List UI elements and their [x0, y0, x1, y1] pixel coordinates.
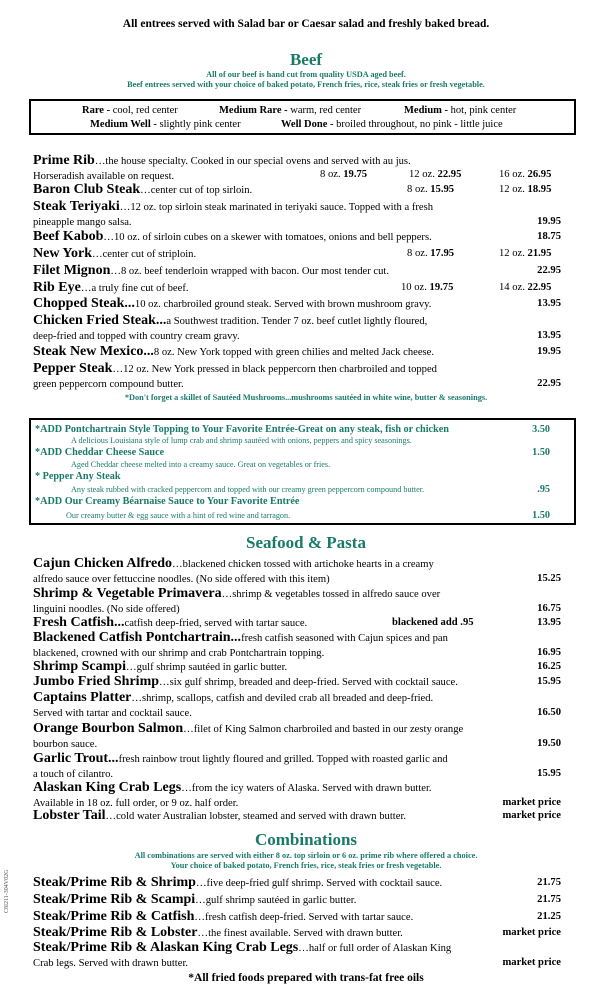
- doneness-medium: Medium - hot, pink center: [404, 105, 517, 116]
- addon-desc: Aged Cheddar cheese melted into a creamy sauce. Great on vegetables or fries.: [71, 460, 331, 469]
- menu-item: New York…center cut of striploin. 8 oz. 17.95 12 oz. 21.95: [33, 246, 552, 261]
- menu-item: Cajun Chicken Alfredo…blackened chicken tossed with artichoke hearts in a creamy alfredo sauce over fettuccine noodles. (No side offered with this item) 15.25: [33, 556, 561, 585]
- menu-item: Chopped Steak...10 oz. charbroiled ground steak. Served with brown mushroom gravy. 13.95: [33, 296, 561, 311]
- addon-title: * Pepper Any Steak: [35, 471, 121, 482]
- addon-price: .95: [537, 484, 550, 495]
- seafood-title: Seafood & Pasta: [246, 533, 366, 552]
- addon-price: 1.50: [532, 510, 550, 521]
- menu-item: Jumbo Fried Shrimp…six gulf shrimp, breaded and deep-fried. Served with cocktail sauce. 15.95: [33, 674, 561, 689]
- bottom-note: *All fried foods prepared with trans-fat free oils: [188, 972, 424, 984]
- combos-sub1: All combinations are served with either 8 oz. top sirloin or 6 oz. prime rib where offered a choice.: [134, 851, 478, 860]
- beef-sub1: All of our beef is hand cut from quality USDA aged beef.: [206, 70, 406, 79]
- addon-title: *ADD Our Creamy Béarnaise Sauce to Your Favorite Entrée: [35, 496, 300, 507]
- addon-desc: Any steak rubbed with cracked peppercorn and topped with our creamy green peppercorn compound butter.: [71, 485, 425, 494]
- menu-item: Steak/Prime Rib & Scampi…gulf shrimp sautéed in garlic butter. 21.75: [33, 892, 561, 907]
- beef-sub2: Beef entrees served with your choice of baked potato, French fries, rice, steak fries or fresh vegetable.: [127, 80, 485, 89]
- doneness-box: [29, 99, 576, 135]
- menu-item: Filet Mignon…8 oz. beef tenderloin wrapped with bacon. Our most tender cut. 22.95: [33, 263, 561, 278]
- menu-item: Orange Bourbon Salmon…filet of King Salmon charbroiled and basted in our zesty orange bourbon sauce. 19.50: [33, 721, 561, 750]
- addon-title: *ADD Pontchartrain Style Topping to Your Favorite Entrée-Great on any steak, fish or chicken: [35, 424, 449, 435]
- menu-item: Pepper Steak…12 oz. New York pressed in black peppercorn then charbroiled and topped green peppercorn compound butter. 22.95: [33, 361, 561, 390]
- side-code: C8I211-304V02G: [4, 869, 10, 913]
- menu-item: Shrimp Scampi…gulf shrimp sautéed in garlic butter. 16.25: [33, 659, 561, 674]
- addon-desc: A delicious Louisiana style of lump crab and shrimp sautéed with onions, peppers and spicy seasonings.: [71, 436, 412, 445]
- menu-item: Alaskan King Crab Legs…from the icy waters of Alaska. Served with drawn butter. Available in 18 oz. full order, or 9 oz. half order. market price: [33, 780, 561, 809]
- menu-item: Prime Rib…the house specialty. Cooked in our special ovens and served with au jus. Horseradish available on request. 8 oz. 19.75 12 oz. 22.95 16 oz. 26.95: [33, 153, 552, 182]
- menu-item: Chicken Fried Steak...a Southwest tradition. Tender 7 oz. beef cutlet lightly floured, deep-fried and topped with country cream gravy. 13.95: [33, 313, 561, 342]
- addon-title: *ADD Cheddar Cheese Sauce: [35, 447, 165, 458]
- top-note: All entrees served with Salad bar or Caesar salad and freshly baked bread.: [122, 18, 490, 30]
- doneness-rare: Rare - cool, red center: [82, 105, 178, 116]
- menu-item: Garlic Trout...fresh rainbow trout lightly floured and grilled. Topped with roasted garlic and a touch of cilantro. 15.95: [33, 751, 561, 780]
- menu-item: Baron Club Steak…center cut of top sirloin. 8 oz. 15.95 12 oz. 18.95: [33, 182, 552, 197]
- addons-box: [29, 418, 576, 525]
- doneness-medium-well: Medium Well - slightly pink center: [90, 119, 241, 130]
- addon-price: 3.50: [532, 424, 550, 435]
- mushroom-note: *Don't forget a skillet of Sautéed Mushrooms...mushrooms sautéed in white wine, butter & seasonings.: [124, 393, 488, 402]
- menu-item: Steak Teriyaki…12 oz. top sirloin steak marinated in teriyaki sauce. Topped with a fresh pineapple mango salsa. 19.95: [33, 199, 561, 228]
- menu-item: Steak New Mexico...8 oz. New York topped with green chilies and melted Jack cheese. 19.95: [33, 344, 561, 359]
- menu-item: Beef Kabob…10 oz. of sirloin cubes on a skewer with tomatoes, onions and bell peppers. 18.75: [33, 229, 561, 244]
- menu-item: Steak/Prime Rib & Catfish…fresh catfish deep-fried. Served with tartar sauce. 21.25: [33, 909, 561, 924]
- addon-price: 1.50: [532, 447, 550, 458]
- addon-desc: Our creamy butter & egg sauce with a hint of red wine and tarragon.: [66, 511, 291, 520]
- menu-item: Shrimp & Vegetable Primavera…shrimp & vegetables tossed in alfredo sauce over linguini noodles. (No side offered) 16.75: [33, 586, 561, 615]
- doneness-well-done: Well Done - broiled throughout, no pink - little juice: [281, 119, 503, 130]
- menu-item: Fresh Catfish...catfish deep-fried, served with tartar sauce. blackened add .95 13.95: [33, 615, 561, 630]
- menu-item: Steak/Prime Rib & Lobster…the finest available. Served with drawn butter. market price: [33, 925, 561, 940]
- menu-item: Captains Platter…shrimp, scallops, catfish and deviled crab all breaded and deep-fried. Served with tartar and cocktail sauce. 16.50: [33, 690, 561, 719]
- menu-item: Steak/Prime Rib & Alaskan King Crab Legs…half or full order of Alaskan King Crab legs. Served with drawn butter. market price: [33, 940, 561, 969]
- menu-item: Rib Eye…a truly fine cut of beef. 10 oz. 19.75 14 oz. 22.95: [33, 280, 552, 295]
- beef-title: Beef: [289, 50, 323, 69]
- combos-title: Combinations: [254, 830, 358, 849]
- menu-item: Steak/Prime Rib & Shrimp…five deep-fried gulf shrimp. Served with cocktail sauce. 21.75: [33, 875, 561, 890]
- menu-item: Lobster Tail…cold water Australian lobster, steamed and served with drawn butter. market price: [33, 808, 561, 823]
- combos-sub2: Your choice of baked potato, French fries, rice, steak fries or fresh vegetable.: [170, 861, 442, 870]
- doneness-medium-rare: Medium Rare - warm, red center: [219, 105, 362, 116]
- menu-item: Blackened Catfish Pontchartrain...fresh catfish seasoned with Cajun spices and pan blackened, crowned with our shrimp and crab Pontchartrain topping. 16.95: [33, 630, 561, 659]
